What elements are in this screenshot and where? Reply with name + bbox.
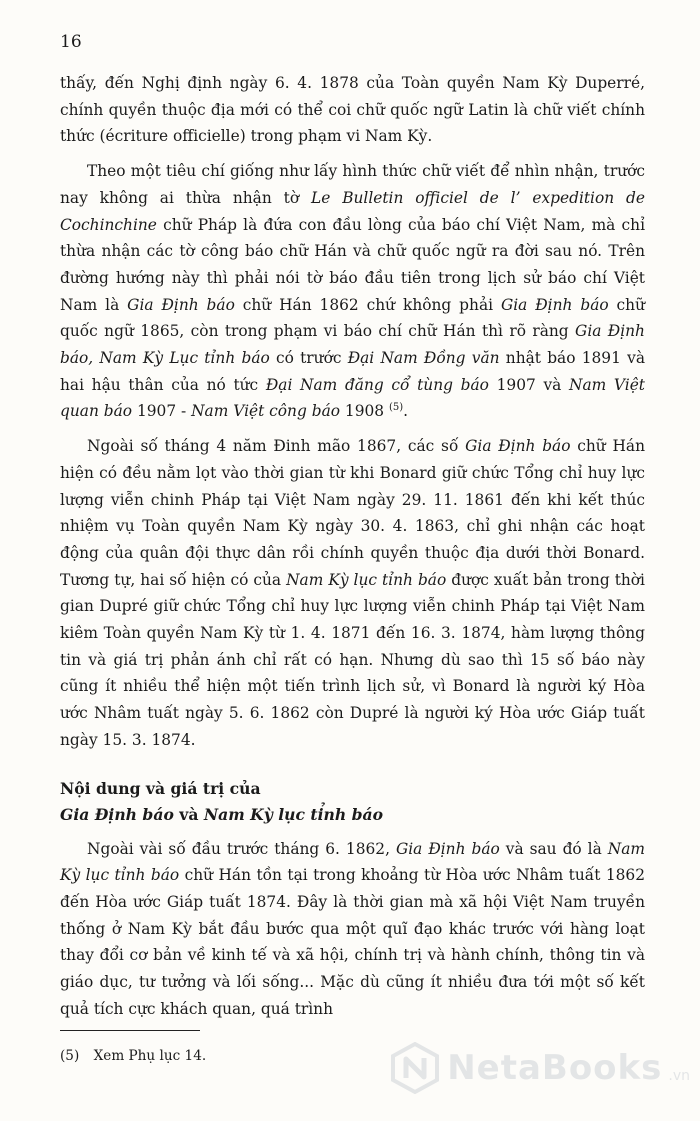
footnote-label: (5): [60, 1048, 80, 1064]
section-heading: [60, 776, 645, 828]
italic-title: Nam Việt công báo: [191, 402, 341, 421]
text-run: 1908: [340, 402, 389, 421]
italic-title: Gia Định báo: [395, 839, 500, 858]
paragraph: [60, 836, 645, 1023]
italic-title: Nam Kỳ lục tỉnh báo: [60, 839, 646, 885]
italic-title: Đại Nam Đồng văn: [347, 349, 500, 368]
text-run: chữ quốc ngữ 1865, còn trong phạm vi báo chí chữ Hán thì rõ ràng: [60, 295, 645, 341]
footnote-text: Xem Phụ lục 14.: [93, 1048, 207, 1064]
text-run: chữ Pháp là đứa con đầu lòng của báo chí Việt Nam, mà chỉ thừa nhận các tờ công báo chữ Hán và chữ quốc ngữ ra đời sau nó. Trên đường hướng này thì phải nói tờ báo đầu tiên trong lịch sử báo chí Việt Nam là: [60, 215, 645, 314]
text-run: chữ Hán 1862 chứ không phải: [234, 295, 501, 314]
watermark-suffix: .vn: [668, 1068, 690, 1084]
italic-title: Le Bulletin officiel de l’ expedition de Cochinchine: [60, 188, 645, 234]
text-run: .: [403, 402, 409, 421]
netabooks-logo-icon: [389, 1042, 441, 1094]
text-run: nhật báo 1891 và hai hậu thân của nó tức: [60, 349, 645, 394]
page-number: 16: [60, 32, 82, 52]
italic-title: Nam Việt quan báo: [60, 375, 645, 421]
text-run: được xuất bản trong thời gian Dupré giữ chức Tổng chỉ huy lực lượng viễn chinh Pháp tại Việt Nam kiêm Toàn quyền Nam Kỳ từ 1. 4. 1871 đến 16. 3. 1874, hàm lượng thông tin và giá trị phản ánh chỉ rất có hạn. Nhưng dù sao thì 15 số báo này cũng ít nhiều thể hiện một tiến trình lịch sử, vì Bonard là người ký Hòa ước Nhâm tuất ngày 5. 6. 1862 còn Dupré là người ký Hòa ước Giáp tuất ngày 15. 3. 1874.: [60, 570, 645, 749]
text-run: Ngoài vài số đầu trước tháng 6. 1862,: [87, 839, 396, 858]
watermark-brand: NetaBooks: [447, 1048, 663, 1088]
italic-title: Gia Định báo: [60, 804, 174, 824]
text-run: có trước: [269, 349, 348, 368]
text-run: thấy, đến Nghị định ngày 6. 4. 1878 của Toàn quyền Nam Kỳ Duperré, chính quyền thuộc địa mới có thể coi chữ quốc ngữ Latin là chữ viết chính thức (écriture officielle) trong phạm vi Nam Kỳ.: [60, 74, 645, 146]
text-run: chữ Hán hiện có đều nằm lọt vào thời gian từ khi Bonard giữ chức Tổng chỉ huy lực lượng viễn chinh Pháp tại Việt Nam ngày 29. 11. 1861 đến khi kết thúc nhiệm vụ Toàn quyền Nam Kỳ ngày 30. 4. 1863, chỉ ghi nhận các hoạt động của quân đội thực dân rồi chính quyền thuộc địa dưới thời Bonard. Tương tự, hai số hiện có của: [60, 437, 645, 589]
text-run: 1907 và: [488, 375, 570, 394]
italic-title: Nam Kỳ lục tỉnh báo: [203, 804, 384, 824]
paragraphs: [60, 70, 645, 754]
paragraph: [60, 70, 645, 150]
italic-title: Gia Định báo, Nam Kỳ Lục tỉnh báo: [60, 322, 645, 368]
italic-title: Đại Nam đăng cổ tùng báo: [265, 375, 489, 394]
section-heading-line2: [60, 802, 645, 828]
italic-title: Nam Kỳ lục tỉnh báo: [286, 570, 447, 589]
italic-title: Gia Định báo: [500, 295, 609, 314]
text-run: Ngoài số tháng 4 năm Đinh mão 1867, các số: [87, 437, 466, 456]
text-run: 1907 -: [132, 402, 192, 421]
body-text: [60, 70, 645, 1023]
watermark: [389, 1042, 690, 1094]
paragraph: [60, 158, 645, 425]
footnote-divider: [60, 1030, 200, 1031]
footnote: [60, 1048, 206, 1064]
footnote-ref[interactable]: (5): [388, 402, 404, 414]
text-run: và sau đó là: [499, 839, 608, 858]
text-run: chữ Hán tồn tại trong khoảng từ Hòa ước Nhâm tuất 1862 đến Hòa ước Giáp tuất 1874. Đây là thời gian mà xã hội Việt Nam truyền thống ở Nam Kỳ bắt đầu bước qua một quĩ đạo khác trước với hàng loạt thay đổi cơ bản về kinh tế và xã hội, chính trị và hành chính, thông tin và giáo dục, tư tưởng và lối sống... Mặc dù cũng ít nhiều đưa tới một số kết quả tích cực khách quan, quá trình: [60, 866, 645, 1018]
text-run: và: [173, 804, 204, 824]
text-run: Theo một tiêu chí giống như lấy hình thức chữ viết để nhìn nhận, trước nay không ai thừa nhận tờ: [60, 162, 645, 207]
italic-title: Gia Định báo: [127, 295, 235, 314]
section-paragraphs: [60, 836, 645, 1023]
section-heading-line1: Nội dung và giá trị của: [60, 778, 261, 798]
paragraph: [60, 433, 645, 753]
italic-title: Gia Định báo: [465, 437, 571, 456]
